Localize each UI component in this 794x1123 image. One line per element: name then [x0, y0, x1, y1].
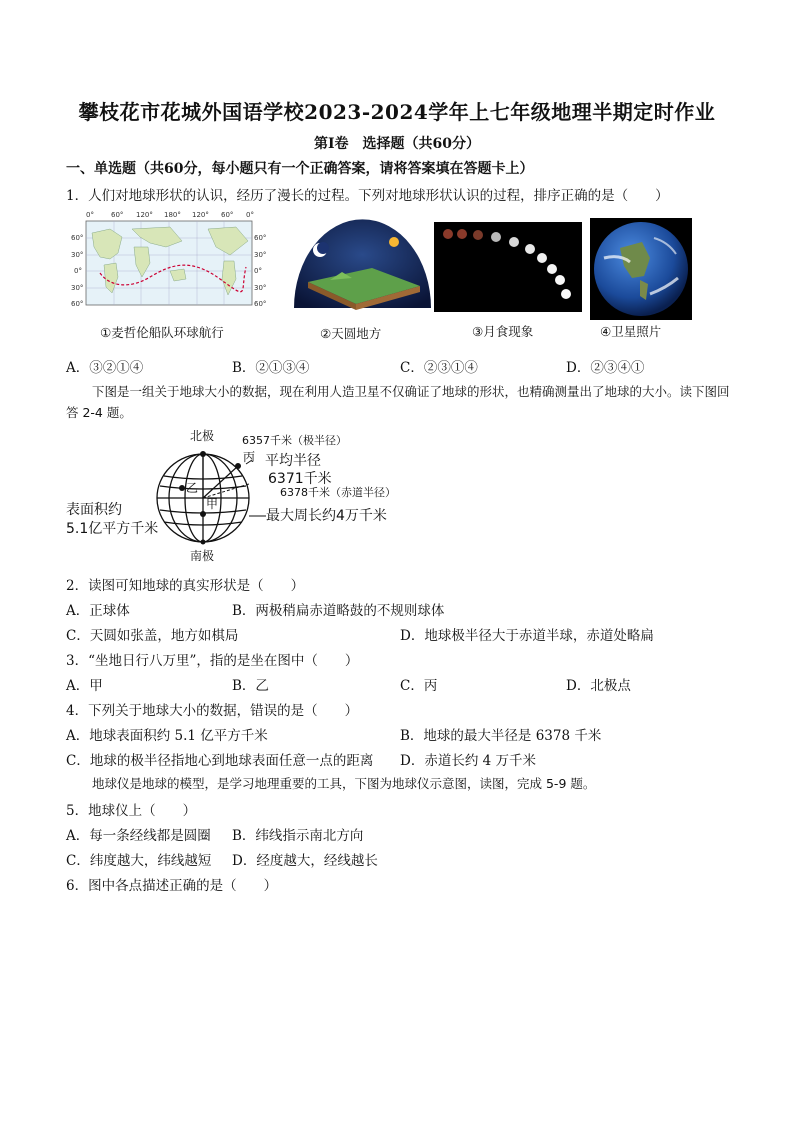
q4-stem: 4．下列关于地球大小的数据，错误的是（ ）: [66, 703, 359, 719]
equatorial-radius-label: 6378千米（赤道半径）: [280, 486, 396, 499]
q5-stem: 5．地球仪上（ ）: [66, 803, 197, 819]
yi-label: 乙: [186, 481, 199, 495]
south-pole-label: 南极: [190, 549, 215, 563]
intro-5-9: 地球仪是地球的模型，是学习地理重要的工具，下图为地球仪示意图，读图，完成 5-9 题。: [92, 776, 596, 791]
map-tick-top: 0°: [86, 211, 94, 219]
caption-eclipse: ③月食现象: [472, 324, 534, 339]
q5-option-b[interactable]: B．纬线指示南北方向: [232, 828, 364, 844]
satellite-photo-figure: [590, 218, 692, 339]
mean-radius-label: 平均半径: [265, 453, 321, 469]
map-tick-side: 30°: [254, 251, 267, 259]
polar-radius-label: 6357千米（极半径）: [242, 434, 347, 447]
map-tick-side: 60°: [71, 300, 84, 308]
page-title: 攀枝花市花城外国语学校2023-2024学年上七年级地理半期定时作业: [78, 100, 716, 124]
q3-option-b[interactable]: B．乙: [232, 678, 269, 694]
bing-label: 丙: [243, 450, 256, 464]
map-tick-top: 0°: [246, 211, 254, 219]
map-tick-side: 30°: [71, 251, 84, 259]
q1-option-c[interactable]: C．②③①④: [400, 360, 478, 376]
mean-radius-value: 6371千米: [268, 471, 332, 487]
magellan-map-figure: [70, 207, 268, 340]
q3-option-c[interactable]: C．丙: [400, 678, 438, 694]
q4-option-b[interactable]: B．地球的最大半径是 6378 千米: [400, 728, 602, 744]
caption-satellite: ④卫星照片: [600, 324, 662, 339]
map-tick-side: 0°: [254, 267, 262, 275]
part-title: 第Ⅰ卷 选择题（共60分）: [313, 136, 481, 152]
lunar-eclipse-figure: [434, 222, 582, 339]
q4-option-a[interactable]: A．地球表面积约 5.1 亿平方千米: [66, 728, 268, 744]
intro-2-4: 下图是一组关于地球大小的数据，现在利用人造卫星不仅确证了地球的形状，也精确测量出了地球的大小。读下图回答 2-4 题。: [66, 384, 730, 420]
q3-option-d[interactable]: D．北极点: [566, 678, 631, 694]
q1-option-a[interactable]: A．③②①④: [66, 360, 144, 376]
map-tick-top: 180°: [164, 211, 181, 219]
circumference-label: 最大周长约4万千米: [266, 508, 387, 524]
map-tick-top: 60°: [221, 211, 234, 219]
q2-option-b[interactable]: B．两极稍扁赤道略鼓的不规则球体: [232, 603, 445, 619]
q2-stem: 2．读图可知地球的真实形状是（ ）: [66, 578, 305, 594]
north-pole-label: 北极: [190, 429, 215, 443]
map-tick-side: 60°: [254, 234, 267, 242]
q5-option-c[interactable]: C．纬度越大，纬线越短: [66, 853, 212, 869]
q5-option-d[interactable]: D．经度越大，经线越长: [232, 853, 378, 869]
section-heading: 一、单选题（共60分，每小题只有一个正确答案，请将答案填在答题卡上）: [66, 161, 534, 177]
map-tick-top: 120°: [136, 211, 153, 219]
q6-stem: 6．图中各点描述正确的是（ ）: [66, 878, 278, 894]
map-tick-side: 60°: [254, 300, 267, 308]
caption-tianyuan: ②天圆地方: [320, 326, 382, 341]
caption-magellan: ①麦哲伦船队环球航行: [100, 325, 224, 340]
surface-area-label: 表面积约: [66, 502, 122, 518]
q5-option-a[interactable]: A．每一条经线都是圆圈: [66, 828, 211, 844]
map-tick-top: 60°: [111, 211, 124, 219]
map-tick-side: 0°: [74, 267, 82, 275]
q2-option-a[interactable]: A．正球体: [66, 603, 130, 619]
tianyuan-difang-figure: [290, 216, 435, 341]
q2-option-c[interactable]: C．天圆如张盖，地方如棋局: [66, 628, 239, 644]
map-tick-side: 30°: [71, 284, 84, 292]
earth-size-diagram: [60, 426, 420, 566]
q2-option-d[interactable]: D．地球极半径大于赤道半球，赤道处略扁: [400, 628, 654, 644]
surface-area-value: 5.1亿平方千米: [66, 521, 159, 537]
q3-option-a[interactable]: A．甲: [66, 678, 103, 694]
jia-label: 甲: [206, 497, 219, 511]
q1-option-d[interactable]: D．②③④①: [566, 360, 645, 376]
q4-option-d[interactable]: D．赤道长约 4 万千米: [400, 753, 536, 769]
q1-stem: 1．人们对地球形状的认识，经历了漫长的过程。下列对地球形状认识的过程，排序正确的是（ ）: [66, 188, 669, 204]
q4-option-c[interactable]: C．地球的极半径指地心到地球表面任意一点的距离: [66, 753, 374, 769]
q1-option-b[interactable]: B．②①③④: [232, 360, 310, 376]
map-tick-side: 30°: [254, 284, 267, 292]
q3-stem: 3．“坐地日行八万里”，指的是坐在图中（ ）: [66, 653, 359, 669]
map-tick-top: 120°: [192, 211, 209, 219]
map-tick-side: 60°: [71, 234, 84, 242]
